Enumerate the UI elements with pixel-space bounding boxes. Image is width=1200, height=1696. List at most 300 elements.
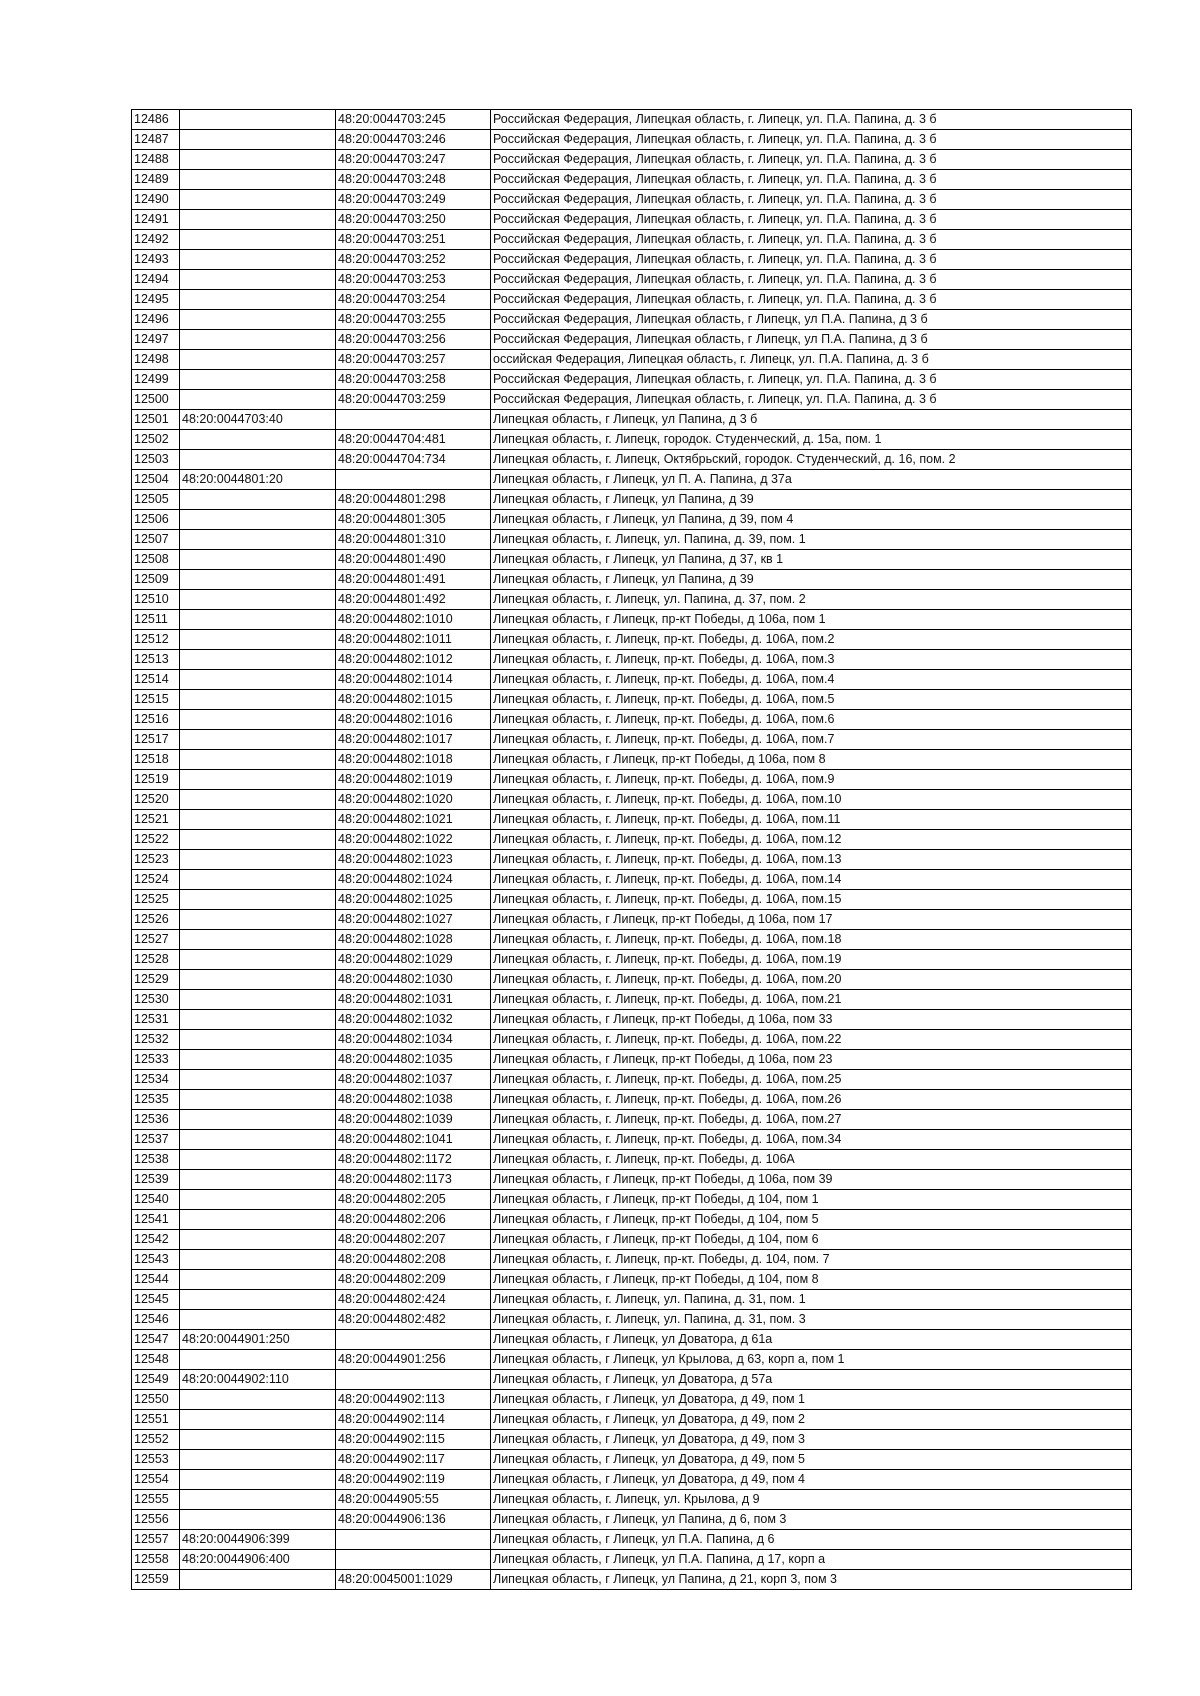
row-number-cell: 12508 — [132, 550, 180, 570]
address-cell: Липецкая область, г Липецк, пр-кт Победы, д 104, пом 1 — [491, 1190, 1132, 1210]
address-cell: Липецкая область, г. Липецк, пр-кт. Победы, д. 106А — [491, 1150, 1132, 1170]
table-row — [132, 1550, 1132, 1570]
row-number-cell: 12524 — [132, 870, 180, 890]
row-number-cell: 12541 — [132, 1210, 180, 1230]
address-cell: Липецкая область, г Липецк, ул Папина, д 37, кв 1 — [491, 550, 1132, 570]
land-cadastral-number-cell — [180, 1430, 336, 1450]
land-cadastral-number-cell — [180, 1350, 336, 1370]
table-row — [132, 1230, 1132, 1250]
row-number-cell: 12529 — [132, 970, 180, 990]
row-number-cell: 12486 — [132, 110, 180, 130]
table-row — [132, 390, 1132, 410]
address-cell: Липецкая область, г Липецк, ул Доватора, д 49, пом 5 — [491, 1450, 1132, 1470]
object-cadastral-number-cell: 48:20:0044802:1039 — [336, 1110, 491, 1130]
address-cell: Липецкая область, г Липецк, пр-кт Победы, д 104, пом 5 — [491, 1210, 1132, 1230]
address-cell: Липецкая область, г Липецк, ул Доватора, д 49, пом 3 — [491, 1430, 1132, 1450]
land-cadastral-number-cell: 48:20:0044906:399 — [180, 1530, 336, 1550]
land-cadastral-number-cell — [180, 1110, 336, 1130]
object-cadastral-number-cell: 48:20:0044802:1012 — [336, 650, 491, 670]
address-cell: Липецкая область, г. Липецк, пр-кт. Победы, д. 106А, пом.5 — [491, 690, 1132, 710]
address-cell: Липецкая область, г Липецк, ул П. А. Папина, д 37а — [491, 470, 1132, 490]
table-row — [132, 130, 1132, 150]
row-number-cell: 12488 — [132, 150, 180, 170]
object-cadastral-number-cell: 48:20:0045001:1029 — [336, 1570, 491, 1590]
address-cell: Липецкая область, г Липецк, пр-кт Победы, д 106а, пом 33 — [491, 1010, 1132, 1030]
row-number-cell: 12511 — [132, 610, 180, 630]
land-cadastral-number-cell — [180, 1190, 336, 1210]
land-cadastral-number-cell — [180, 1270, 336, 1290]
object-cadastral-number-cell: 48:20:0044703:253 — [336, 270, 491, 290]
table-row — [132, 350, 1132, 370]
land-cadastral-number-cell — [180, 1010, 336, 1030]
land-cadastral-number-cell — [180, 1130, 336, 1150]
row-number-cell: 12530 — [132, 990, 180, 1010]
row-number-cell: 12494 — [132, 270, 180, 290]
table-row — [132, 410, 1132, 430]
object-cadastral-number-cell: 48:20:0044703:250 — [336, 210, 491, 230]
row-number-cell: 12538 — [132, 1150, 180, 1170]
address-cell: Липецкая область, г. Липецк, ул. Папина, д. 37, пом. 2 — [491, 590, 1132, 610]
address-cell: Липецкая область, г. Липецк, пр-кт. Победы, д. 106А, пом.19 — [491, 950, 1132, 970]
address-cell: Липецкая область, г. Липецк, пр-кт. Победы, д. 106А, пом.15 — [491, 890, 1132, 910]
land-cadastral-number-cell — [180, 150, 336, 170]
address-cell: Липецкая область, г. Липецк, пр-кт. Победы, д. 106А, пом.34 — [491, 1130, 1132, 1150]
address-cell: Липецкая область, г. Липецк, пр-кт. Победы, д. 104, пом. 7 — [491, 1250, 1132, 1270]
address-cell: Липецкая область, г. Липецк, пр-кт. Победы, д. 106А, пом.26 — [491, 1090, 1132, 1110]
row-number-cell: 12501 — [132, 410, 180, 430]
row-number-cell: 12521 — [132, 810, 180, 830]
land-cadastral-number-cell — [180, 1150, 336, 1170]
address-cell: Российская Федерация, Липецкая область, г. Липецк, ул. П.А. Папина, д. 3 б — [491, 150, 1132, 170]
table-row — [132, 110, 1132, 130]
object-cadastral-number-cell: 48:20:0044703:248 — [336, 170, 491, 190]
object-cadastral-number-cell: 48:20:0044703:245 — [336, 110, 491, 130]
table-row — [132, 370, 1132, 390]
table-row — [132, 1310, 1132, 1330]
row-number-cell: 12552 — [132, 1430, 180, 1450]
table-row — [132, 590, 1132, 610]
object-cadastral-number-cell — [336, 1330, 491, 1350]
address-cell: Липецкая область, г. Липецк, Октябрьский, городок. Студенческий, д. 16, пом. 2 — [491, 450, 1132, 470]
object-cadastral-number-cell: 48:20:0044802:207 — [336, 1230, 491, 1250]
land-cadastral-number-cell — [180, 750, 336, 770]
land-cadastral-number-cell — [180, 610, 336, 630]
row-number-cell: 12547 — [132, 1330, 180, 1350]
land-cadastral-number-cell — [180, 250, 336, 270]
address-cell: Российская Федерация, Липецкая область, г. Липецк, ул. П.А. Папина, д. 3 б — [491, 290, 1132, 310]
land-cadastral-number-cell — [180, 230, 336, 250]
address-cell: Российская Федерация, Липецкая область, г Липецк, ул П.А. Папина, д 3 б — [491, 330, 1132, 350]
table-row — [132, 1050, 1132, 1070]
object-cadastral-number-cell: 48:20:0044802:424 — [336, 1290, 491, 1310]
row-number-cell: 12555 — [132, 1490, 180, 1510]
object-cadastral-number-cell: 48:20:0044802:1019 — [336, 770, 491, 790]
address-cell: Российская Федерация, Липецкая область, г. Липецк, ул. П.А. Папина, д. 3 б — [491, 110, 1132, 130]
land-cadastral-number-cell — [180, 630, 336, 650]
object-cadastral-number-cell: 48:20:0044902:113 — [336, 1390, 491, 1410]
object-cadastral-number-cell: 48:20:0044802:1172 — [336, 1150, 491, 1170]
land-cadastral-number-cell — [180, 350, 336, 370]
land-cadastral-number-cell: 48:20:0044902:110 — [180, 1370, 336, 1390]
address-cell: Липецкая область, г Липецк, пр-кт Победы, д 106а, пом 39 — [491, 1170, 1132, 1190]
table-row — [132, 1270, 1132, 1290]
object-cadastral-number-cell: 48:20:0044802:1023 — [336, 850, 491, 870]
object-cadastral-number-cell: 48:20:0044704:734 — [336, 450, 491, 470]
land-cadastral-number-cell — [180, 310, 336, 330]
table-row — [132, 650, 1132, 670]
row-number-cell: 12510 — [132, 590, 180, 610]
object-cadastral-number-cell: 48:20:0044703:255 — [336, 310, 491, 330]
land-cadastral-number-cell — [180, 830, 336, 850]
land-cadastral-number-cell — [180, 430, 336, 450]
object-cadastral-number-cell: 48:20:0044802:208 — [336, 1250, 491, 1270]
address-cell: Липецкая область, г. Липецк, пр-кт. Победы, д. 106А, пом.13 — [491, 850, 1132, 870]
land-cadastral-number-cell — [180, 270, 336, 290]
land-cadastral-number-cell: 48:20:0044901:250 — [180, 1330, 336, 1350]
object-cadastral-number-cell: 48:20:0044703:251 — [336, 230, 491, 250]
object-cadastral-number-cell: 48:20:0044802:1029 — [336, 950, 491, 970]
land-cadastral-number-cell — [180, 810, 336, 830]
land-cadastral-number-cell — [180, 1070, 336, 1090]
land-cadastral-number-cell — [180, 450, 336, 470]
land-cadastral-number-cell — [180, 910, 336, 930]
object-cadastral-number-cell: 48:20:0044802:209 — [336, 1270, 491, 1290]
table-row — [132, 910, 1132, 930]
address-cell: Липецкая область, г Липецк, пр-кт Победы, д 106а, пом 1 — [491, 610, 1132, 630]
row-number-cell: 12509 — [132, 570, 180, 590]
row-number-cell: 12496 — [132, 310, 180, 330]
land-cadastral-number-cell — [180, 290, 336, 310]
object-cadastral-number-cell: 48:20:0044802:1030 — [336, 970, 491, 990]
table-row — [132, 1410, 1132, 1430]
address-cell: Российская Федерация, Липецкая область, г. Липецк, ул. П.А. Папина, д. 3 б — [491, 190, 1132, 210]
table-row — [132, 1350, 1132, 1370]
row-number-cell: 12500 — [132, 390, 180, 410]
land-cadastral-number-cell — [180, 1230, 336, 1250]
object-cadastral-number-cell: 48:20:0044802:1037 — [336, 1070, 491, 1090]
land-cadastral-number-cell — [180, 650, 336, 670]
table-row — [132, 150, 1132, 170]
row-number-cell: 12523 — [132, 850, 180, 870]
row-number-cell: 12558 — [132, 1550, 180, 1570]
land-cadastral-number-cell — [180, 1390, 336, 1410]
object-cadastral-number-cell: 48:20:0044801:491 — [336, 570, 491, 590]
address-cell: Российская Федерация, Липецкая область, г Липецк, ул П.А. Папина, д 3 б — [491, 310, 1132, 330]
object-cadastral-number-cell: 48:20:0044802:1015 — [336, 690, 491, 710]
row-number-cell: 12557 — [132, 1530, 180, 1550]
row-number-cell: 12489 — [132, 170, 180, 190]
row-number-cell: 12514 — [132, 670, 180, 690]
object-cadastral-number-cell — [336, 1550, 491, 1570]
address-cell: Липецкая область, г. Липецк, ул. Папина, д. 31, пом. 1 — [491, 1290, 1132, 1310]
land-cadastral-number-cell — [180, 590, 336, 610]
row-number-cell: 12549 — [132, 1370, 180, 1390]
address-cell: Липецкая область, г Липецк, ул Крылова, д 63, корп а, пом 1 — [491, 1350, 1132, 1370]
row-number-cell: 12502 — [132, 430, 180, 450]
table-row — [132, 1430, 1132, 1450]
object-cadastral-number-cell: 48:20:0044902:114 — [336, 1410, 491, 1430]
object-cadastral-number-cell: 48:20:0044802:1010 — [336, 610, 491, 630]
table-row — [132, 250, 1132, 270]
row-number-cell: 12550 — [132, 1390, 180, 1410]
table-row — [132, 710, 1132, 730]
address-cell: Липецкая область, г. Липецк, пр-кт. Победы, д. 106А, пом.12 — [491, 830, 1132, 850]
table-row — [132, 310, 1132, 330]
table-row — [132, 570, 1132, 590]
row-number-cell: 12536 — [132, 1110, 180, 1130]
row-number-cell: 12543 — [132, 1250, 180, 1270]
row-number-cell: 12556 — [132, 1510, 180, 1530]
address-cell: Липецкая область, г. Липецк, пр-кт. Победы, д. 106А, пом.9 — [491, 770, 1132, 790]
row-number-cell: 12507 — [132, 530, 180, 550]
address-cell: Липецкая область, г Липецк, ул П.А. Папина, д 17, корп а — [491, 1550, 1132, 1570]
object-cadastral-number-cell: 48:20:0044704:481 — [336, 430, 491, 450]
land-cadastral-number-cell — [180, 730, 336, 750]
address-cell: Липецкая область, г Липецк, ул Доватора, д 49, пом 2 — [491, 1410, 1132, 1430]
table-row — [132, 190, 1132, 210]
table-row — [132, 1130, 1132, 1150]
address-cell: оссийская Федерация, Липецкая область, г. Липецк, ул. П.А. Папина, д. 3 б — [491, 350, 1132, 370]
row-number-cell: 12520 — [132, 790, 180, 810]
address-cell: Липецкая область, г. Липецк, пр-кт. Победы, д. 106А, пом.7 — [491, 730, 1132, 750]
row-number-cell: 12526 — [132, 910, 180, 930]
address-cell: Российская Федерация, Липецкая область, г. Липецк, ул. П.А. Папина, д. 3 б — [491, 230, 1132, 250]
land-cadastral-number-cell: 48:20:0044801:20 — [180, 470, 336, 490]
address-cell: Липецкая область, г. Липецк, пр-кт. Победы, д. 106А, пом.20 — [491, 970, 1132, 990]
row-number-cell: 12551 — [132, 1410, 180, 1430]
address-cell: Липецкая область, г Липецк, ул Папина, д 21, корп 3, пом 3 — [491, 1570, 1132, 1590]
land-cadastral-number-cell — [180, 190, 336, 210]
land-cadastral-number-cell — [180, 110, 336, 130]
object-cadastral-number-cell: 48:20:0044703:259 — [336, 390, 491, 410]
land-cadastral-number-cell: 48:20:0044906:400 — [180, 1550, 336, 1570]
row-number-cell: 12537 — [132, 1130, 180, 1150]
address-cell: Липецкая область, г Липецк, ул Папина, д 6, пом 3 — [491, 1510, 1132, 1530]
address-cell: Липецкая область, г. Липецк, пр-кт. Победы, д. 106А, пом.22 — [491, 1030, 1132, 1050]
address-cell: Липецкая область, г. Липецк, пр-кт. Победы, д. 106А, пом.6 — [491, 710, 1132, 730]
table-row — [132, 230, 1132, 250]
table-row — [132, 990, 1132, 1010]
row-number-cell: 12503 — [132, 450, 180, 470]
land-cadastral-number-cell — [180, 1250, 336, 1270]
table-row — [132, 1210, 1132, 1230]
object-cadastral-number-cell: 48:20:0044802:205 — [336, 1190, 491, 1210]
object-cadastral-number-cell: 48:20:0044902:119 — [336, 1470, 491, 1490]
object-cadastral-number-cell — [336, 470, 491, 490]
table-row — [132, 1510, 1132, 1530]
table-row — [132, 430, 1132, 450]
land-cadastral-number-cell — [180, 1510, 336, 1530]
row-number-cell: 12559 — [132, 1570, 180, 1590]
table-row — [132, 330, 1132, 350]
object-cadastral-number-cell — [336, 1370, 491, 1390]
land-cadastral-number-cell — [180, 510, 336, 530]
table-row — [132, 1030, 1132, 1050]
address-cell: Российская Федерация, Липецкая область, г. Липецк, ул. П.А. Папина, д. 3 б — [491, 390, 1132, 410]
row-number-cell: 12531 — [132, 1010, 180, 1030]
row-number-cell: 12518 — [132, 750, 180, 770]
row-number-cell: 12490 — [132, 190, 180, 210]
row-number-cell: 12504 — [132, 470, 180, 490]
land-cadastral-number-cell — [180, 170, 336, 190]
land-cadastral-number-cell — [180, 330, 336, 350]
address-cell: Липецкая область, г. Липецк, ул. Папина, д. 31, пом. 3 — [491, 1310, 1132, 1330]
object-cadastral-number-cell: 48:20:0044802:1016 — [336, 710, 491, 730]
address-cell: Липецкая область, г. Липецк, пр-кт. Победы, д. 106А, пом.11 — [491, 810, 1132, 830]
land-cadastral-number-cell — [180, 570, 336, 590]
table-row — [132, 810, 1132, 830]
object-cadastral-number-cell: 48:20:0044703:252 — [336, 250, 491, 270]
object-cadastral-number-cell: 48:20:0044703:257 — [336, 350, 491, 370]
row-number-cell: 12519 — [132, 770, 180, 790]
object-cadastral-number-cell: 48:20:0044802:1035 — [336, 1050, 491, 1070]
object-cadastral-number-cell: 48:20:0044802:206 — [336, 1210, 491, 1230]
row-number-cell: 12517 — [132, 730, 180, 750]
land-cadastral-number-cell — [180, 690, 336, 710]
object-cadastral-number-cell: 48:20:0044802:1027 — [336, 910, 491, 930]
table-row — [132, 1390, 1132, 1410]
row-number-cell: 12497 — [132, 330, 180, 350]
row-number-cell: 12516 — [132, 710, 180, 730]
address-cell: Липецкая область, г. Липецк, пр-кт. Победы, д. 106А, пом.18 — [491, 930, 1132, 950]
land-cadastral-number-cell — [180, 790, 336, 810]
table-row — [132, 1110, 1132, 1130]
address-cell: Липецкая область, г. Липецк, городок. Студенческий, д. 15а, пом. 1 — [491, 430, 1132, 450]
address-cell: Липецкая область, г Липецк, пр-кт Победы, д 106а, пом 23 — [491, 1050, 1132, 1070]
land-cadastral-number-cell — [180, 710, 336, 730]
row-number-cell: 12546 — [132, 1310, 180, 1330]
table-row — [132, 510, 1132, 530]
object-cadastral-number-cell: 48:20:0044802:1173 — [336, 1170, 491, 1190]
object-cadastral-number-cell — [336, 410, 491, 430]
address-cell: Липецкая область, г Липецк, ул Доватора, д 57а — [491, 1370, 1132, 1390]
row-number-cell: 12515 — [132, 690, 180, 710]
object-cadastral-number-cell: 48:20:0044801:305 — [336, 510, 491, 530]
table-row — [132, 1070, 1132, 1090]
table-row — [132, 870, 1132, 890]
address-cell: Липецкая область, г Липецк, ул Папина, д 39 — [491, 490, 1132, 510]
land-cadastral-number-cell — [180, 970, 336, 990]
row-number-cell: 12540 — [132, 1190, 180, 1210]
land-cadastral-number-cell — [180, 530, 336, 550]
table-row — [132, 670, 1132, 690]
address-cell: Липецкая область, г Липецк, ул Папина, д 39 — [491, 570, 1132, 590]
row-number-cell: 12527 — [132, 930, 180, 950]
object-cadastral-number-cell: 48:20:0044802:1017 — [336, 730, 491, 750]
table-row — [132, 1250, 1132, 1270]
table-row — [132, 850, 1132, 870]
address-cell: Липецкая область, г. Липецк, пр-кт. Победы, д. 106А, пом.4 — [491, 670, 1132, 690]
address-cell: Российская Федерация, Липецкая область, г. Липецк, ул. П.А. Папина, д. 3 б — [491, 130, 1132, 150]
address-cell: Российская Федерация, Липецкая область, г. Липецк, ул. П.А. Папина, д. 3 б — [491, 370, 1132, 390]
table-row — [132, 470, 1132, 490]
address-cell: Липецкая область, г. Липецк, пр-кт. Победы, д. 106А, пом.10 — [491, 790, 1132, 810]
table-row — [132, 1470, 1132, 1490]
table-row — [132, 450, 1132, 470]
table-row — [132, 1490, 1132, 1510]
row-number-cell: 12522 — [132, 830, 180, 850]
object-cadastral-number-cell: 48:20:0044802:1034 — [336, 1030, 491, 1050]
address-cell: Липецкая область, г Липецк, пр-кт Победы, д 104, пом 6 — [491, 1230, 1132, 1250]
address-cell: Липецкая область, г. Липецк, пр-кт. Победы, д. 106А, пом.2 — [491, 630, 1132, 650]
object-cadastral-number-cell: 48:20:0044802:1031 — [336, 990, 491, 1010]
table-row — [132, 610, 1132, 630]
land-cadastral-number-cell — [180, 870, 336, 890]
object-cadastral-number-cell: 48:20:0044802:1014 — [336, 670, 491, 690]
table-row — [132, 1190, 1132, 1210]
object-cadastral-number-cell: 48:20:0044902:117 — [336, 1450, 491, 1470]
table-row — [132, 270, 1132, 290]
land-cadastral-number-cell — [180, 1170, 336, 1190]
object-cadastral-number-cell: 48:20:0044801:298 — [336, 490, 491, 510]
row-number-cell: 12534 — [132, 1070, 180, 1090]
table-row — [132, 690, 1132, 710]
land-cadastral-number-cell — [180, 390, 336, 410]
row-number-cell: 12542 — [132, 1230, 180, 1250]
row-number-cell: 12493 — [132, 250, 180, 270]
table-row — [132, 1330, 1132, 1350]
table-row — [132, 890, 1132, 910]
land-cadastral-number-cell — [180, 1470, 336, 1490]
object-cadastral-number-cell: 48:20:0044802:1032 — [336, 1010, 491, 1030]
row-number-cell: 12506 — [132, 510, 180, 530]
address-cell: Российская Федерация, Липецкая область, г. Липецк, ул. П.А. Папина, д. 3 б — [491, 270, 1132, 290]
object-cadastral-number-cell: 48:20:0044801:490 — [336, 550, 491, 570]
object-cadastral-number-cell: 48:20:0044802:1011 — [336, 630, 491, 650]
table-row — [132, 770, 1132, 790]
object-cadastral-number-cell: 48:20:0044802:1024 — [336, 870, 491, 890]
land-cadastral-number-cell — [180, 1570, 336, 1590]
table-row — [132, 950, 1132, 970]
table-row — [132, 1010, 1132, 1030]
table-row — [132, 530, 1132, 550]
table-row — [132, 630, 1132, 650]
address-cell: Липецкая область, г Липецк, ул Доватора, д 49, пом 4 — [491, 1470, 1132, 1490]
object-cadastral-number-cell: 48:20:0044801:492 — [336, 590, 491, 610]
row-number-cell: 12505 — [132, 490, 180, 510]
table-row — [132, 1450, 1132, 1470]
table-row — [132, 730, 1132, 750]
object-cadastral-number-cell: 48:20:0044906:136 — [336, 1510, 491, 1530]
row-number-cell: 12492 — [132, 230, 180, 250]
land-cadastral-number-cell — [180, 1290, 336, 1310]
object-cadastral-number-cell: 48:20:0044703:249 — [336, 190, 491, 210]
table-row — [132, 1150, 1132, 1170]
object-cadastral-number-cell: 48:20:0044802:1038 — [336, 1090, 491, 1110]
table-row — [132, 1290, 1132, 1310]
cadastral-table — [131, 109, 1132, 1590]
land-cadastral-number-cell — [180, 950, 336, 970]
address-cell: Липецкая область, г. Липецк, пр-кт. Победы, д. 106А, пом.3 — [491, 650, 1132, 670]
land-cadastral-number-cell — [180, 1090, 336, 1110]
land-cadastral-number-cell — [180, 930, 336, 950]
row-number-cell: 12535 — [132, 1090, 180, 1110]
table-row — [132, 1570, 1132, 1590]
land-cadastral-number-cell — [180, 850, 336, 870]
address-cell: Липецкая область, г Липецк, ул Доватора, д 49, пом 1 — [491, 1390, 1132, 1410]
address-cell: Липецкая область, г Липецк, ул П.А. Папина, д 6 — [491, 1530, 1132, 1550]
land-cadastral-number-cell — [180, 670, 336, 690]
object-cadastral-number-cell: 48:20:0044905:55 — [336, 1490, 491, 1510]
address-cell: Российская Федерация, Липецкая область, г. Липецк, ул. П.А. Папина, д. 3 б — [491, 170, 1132, 190]
row-number-cell: 12512 — [132, 630, 180, 650]
table-row — [132, 550, 1132, 570]
table-row — [132, 210, 1132, 230]
land-cadastral-number-cell — [180, 490, 336, 510]
address-cell: Российская Федерация, Липецкая область, г. Липецк, ул. П.А. Папина, д. 3 б — [491, 250, 1132, 270]
row-number-cell: 12495 — [132, 290, 180, 310]
object-cadastral-number-cell: 48:20:0044802:1028 — [336, 930, 491, 950]
